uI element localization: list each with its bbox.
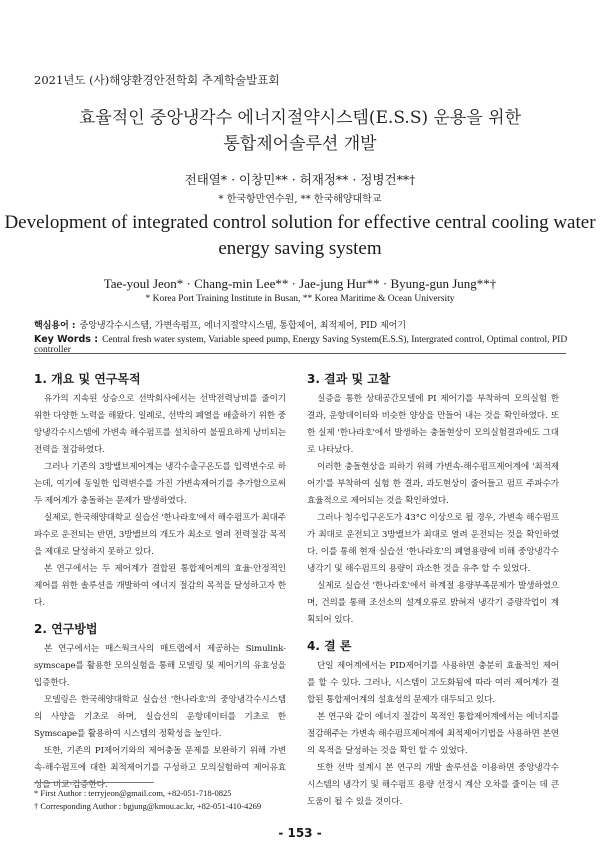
page-number: - 153 - [278,826,322,840]
paragraph: 본 연구에서는 매스웍크사의 매트랩에서 제공하는 Simulink-symscape를 활용한 모의실험을 통해 모델링 및 제어기의 유효성을 입증한다. [34,644,286,688]
paragraph: 실제로, 한국해양대학교 실습선 '한나라호'에서 해수펌프가 최대주파수로 운전되는 반면, 3방밸브의 개도가 최소로 열려 전력절감 목적을 제대로 달성하지 못하고 있다. [34,513,286,557]
english-keywords-label: Key Words : [34,334,99,345]
paragraph: 실증을 통한 상태공간모델에 PI 제어기를 부착하여 모의실험 한 결과, 운항데이터와 비슷한 양상을 만들어 내는 것을 확인하였다. 또한 실제 '한나라호'에서 발생하는 충돌현상이 모의실험결과에도 그대로 나타났다. [307,394,559,455]
paragraph: 본 연구와 같이 에너지 절감이 목적인 통합제어계에서는 에너지를 절감해주는 가변속 해수펌프제어계에 최적제어기법을 사용하면 본연의 목적을 달성하는 것을 확인 할 수 있었다. [307,712,559,756]
paragraph: 실제로 실습선 '한나라호'에서 하계절 용량부족문제가 발생하였으며, 건의를 통해 조선소의 설계오류로 밝혀져 냉각기 증량작업이 계획되어 있다. [307,581,559,625]
korean-title-line-2: 통합제어솔루션 개발 [223,134,377,154]
korean-keywords-label: 핵심용어 : [34,321,76,331]
section-heading-overview: 1. 개요 및 연구목적 [34,372,141,386]
paragraph: 그러나 청수입구온도가 43°C 이상으로 될 경우, 가변속 해수펌프가 최대로 운전되고 3방밸브가 최대로 열려 운전되는 것을 확인하였다. 이를 통해 현재 실습선 '한나라호'의 폐열용량에 비해 중앙냉각수냉각기 및 해수펌프의 용량이 과소한 것을 유추 할 수 있었다. [307,513,559,574]
paragraph: 또한 선박 설계시 본 연구의 개발 솔루션을 이용하면 중앙냉각수시스템의 냉각기 및 해수펌프 용량 선정시 계산 오차를 줄이는 데 큰 도움이 될 수 있을 것이다. [307,763,559,807]
paragraph: 본 연구에서는 두 제어계가 결합된 통합제어계의 효율·안정적인 제어를 위한 솔루션을 개발하여 에너지 절감의 목적을 달성하고자 한다. [34,564,286,608]
section-heading-conclusion: 4. 결 론 [307,639,352,653]
paragraph: 또한, 기존의 PI제어기와의 제어충돌 문제를 보완하기 위해 가변속-해수펌프에 대한 최적제어기를 구성하고 모의실험하여 제어유효성을 비교·검증한다. [34,746,286,790]
english-title-line-1: Development of integrated control solution for effective central cooling water [4,212,596,233]
paragraph: 그러나 기존의 3방밸브제어계는 냉각수출구온도를 입력변수로 하는데, 여기에 동일한 입력변수를 가진 가변속제어기를 추가함으로써 두 제어계가 충돌하는 문제가 발생하였다. [34,462,286,506]
section-divider [34,353,566,354]
paragraph: 이러한 충돌현상을 피하기 위해 가변속-해수펌프제어계에 '최적제어기'를 부착하여 실험 한 결과, 과도현상이 줄어들고 펌프 주파수가 효율적으로 제어되는 것을 확인하였다. [307,462,559,506]
english-keywords-text: Central fresh water system, Variable speed pump, Energy Saving System(E.S.S), Intergrated control, Optimal control, PID controller [34,335,568,355]
korean-title-line-1: 효율적인 중앙냉각수 에너지절약시스템(E.S.S) 운용을 위한 [78,108,522,128]
korean-authors: 전태열* · 이창민** · 허재정** · 정병건**† [184,172,416,187]
section-heading-results: 3. 결과 및 고찰 [307,372,391,386]
paragraph: 모델링은 한국해양대학교 실습선 '한나라호'의 중앙냉각수시스템의 사양을 기초로 하며, 실습선의 운항데이터를 기초로 한 Symscape를 활용하여 시스템의 정확성을 높인다. [34,695,286,739]
spacer [307,629,559,635]
footnote-first-author: * First Author : terryjeon@gmail.com, +82-051-718-0825 [34,788,232,798]
korean-affiliations: * 한국항만연수원, ** 한국해양대학교 [218,194,382,205]
english-authors: Tae-youl Jeon* · Chang-min Lee** · Jae-jung Hur** · Byung-gun Jung**† [103,276,497,291]
korean-keywords [34,318,574,331]
footnote-rule [34,782,154,783]
spacer [34,612,286,618]
right-column [307,368,559,811]
section-heading-methods: 2. 연구방법 [34,622,98,636]
conference-header: 2021년도 (사)해양환경안전학회 추계학술발표회 [34,73,280,87]
english-affiliations: * Korea Port Training Institute in Busan, ** Korea Maritime & Ocean University [145,294,455,304]
footnote-corresponding-author: † Corresponding Author : bgjung@kmou.ac.kr, +82-051-410-4269 [34,801,262,811]
english-keywords [34,334,574,355]
english-title-line-2: energy saving system [218,238,382,259]
paragraph: 단일 제어계에서는 PID제어기를 사용하면 충분히 효율적인 제어를 할 수 있다. 그러나, 시스템이 고도화됨에 따라 여러 제어계가 결합된 통합제어계의 설효성의 문제가 대두되고 있다. [307,661,559,705]
paragraph: 유가의 지속된 상승으로 선박회사에서는 선박전력낭비를 줄이기 위한 다양한 노력을 해왔다. 일례로, 선박의 폐열을 배출하기 위한 중앙냉각수시스템에 가변속 해수펌프를 설치하여 불필요하게 낭비되는 전력을 절감하였다. [34,394,286,455]
left-column [34,368,286,794]
korean-keywords-text: 중앙냉각수시스템, 가변속펌프, 에너지절약시스템, 통합제어, 최적제어, PID 제어기 [79,321,407,331]
